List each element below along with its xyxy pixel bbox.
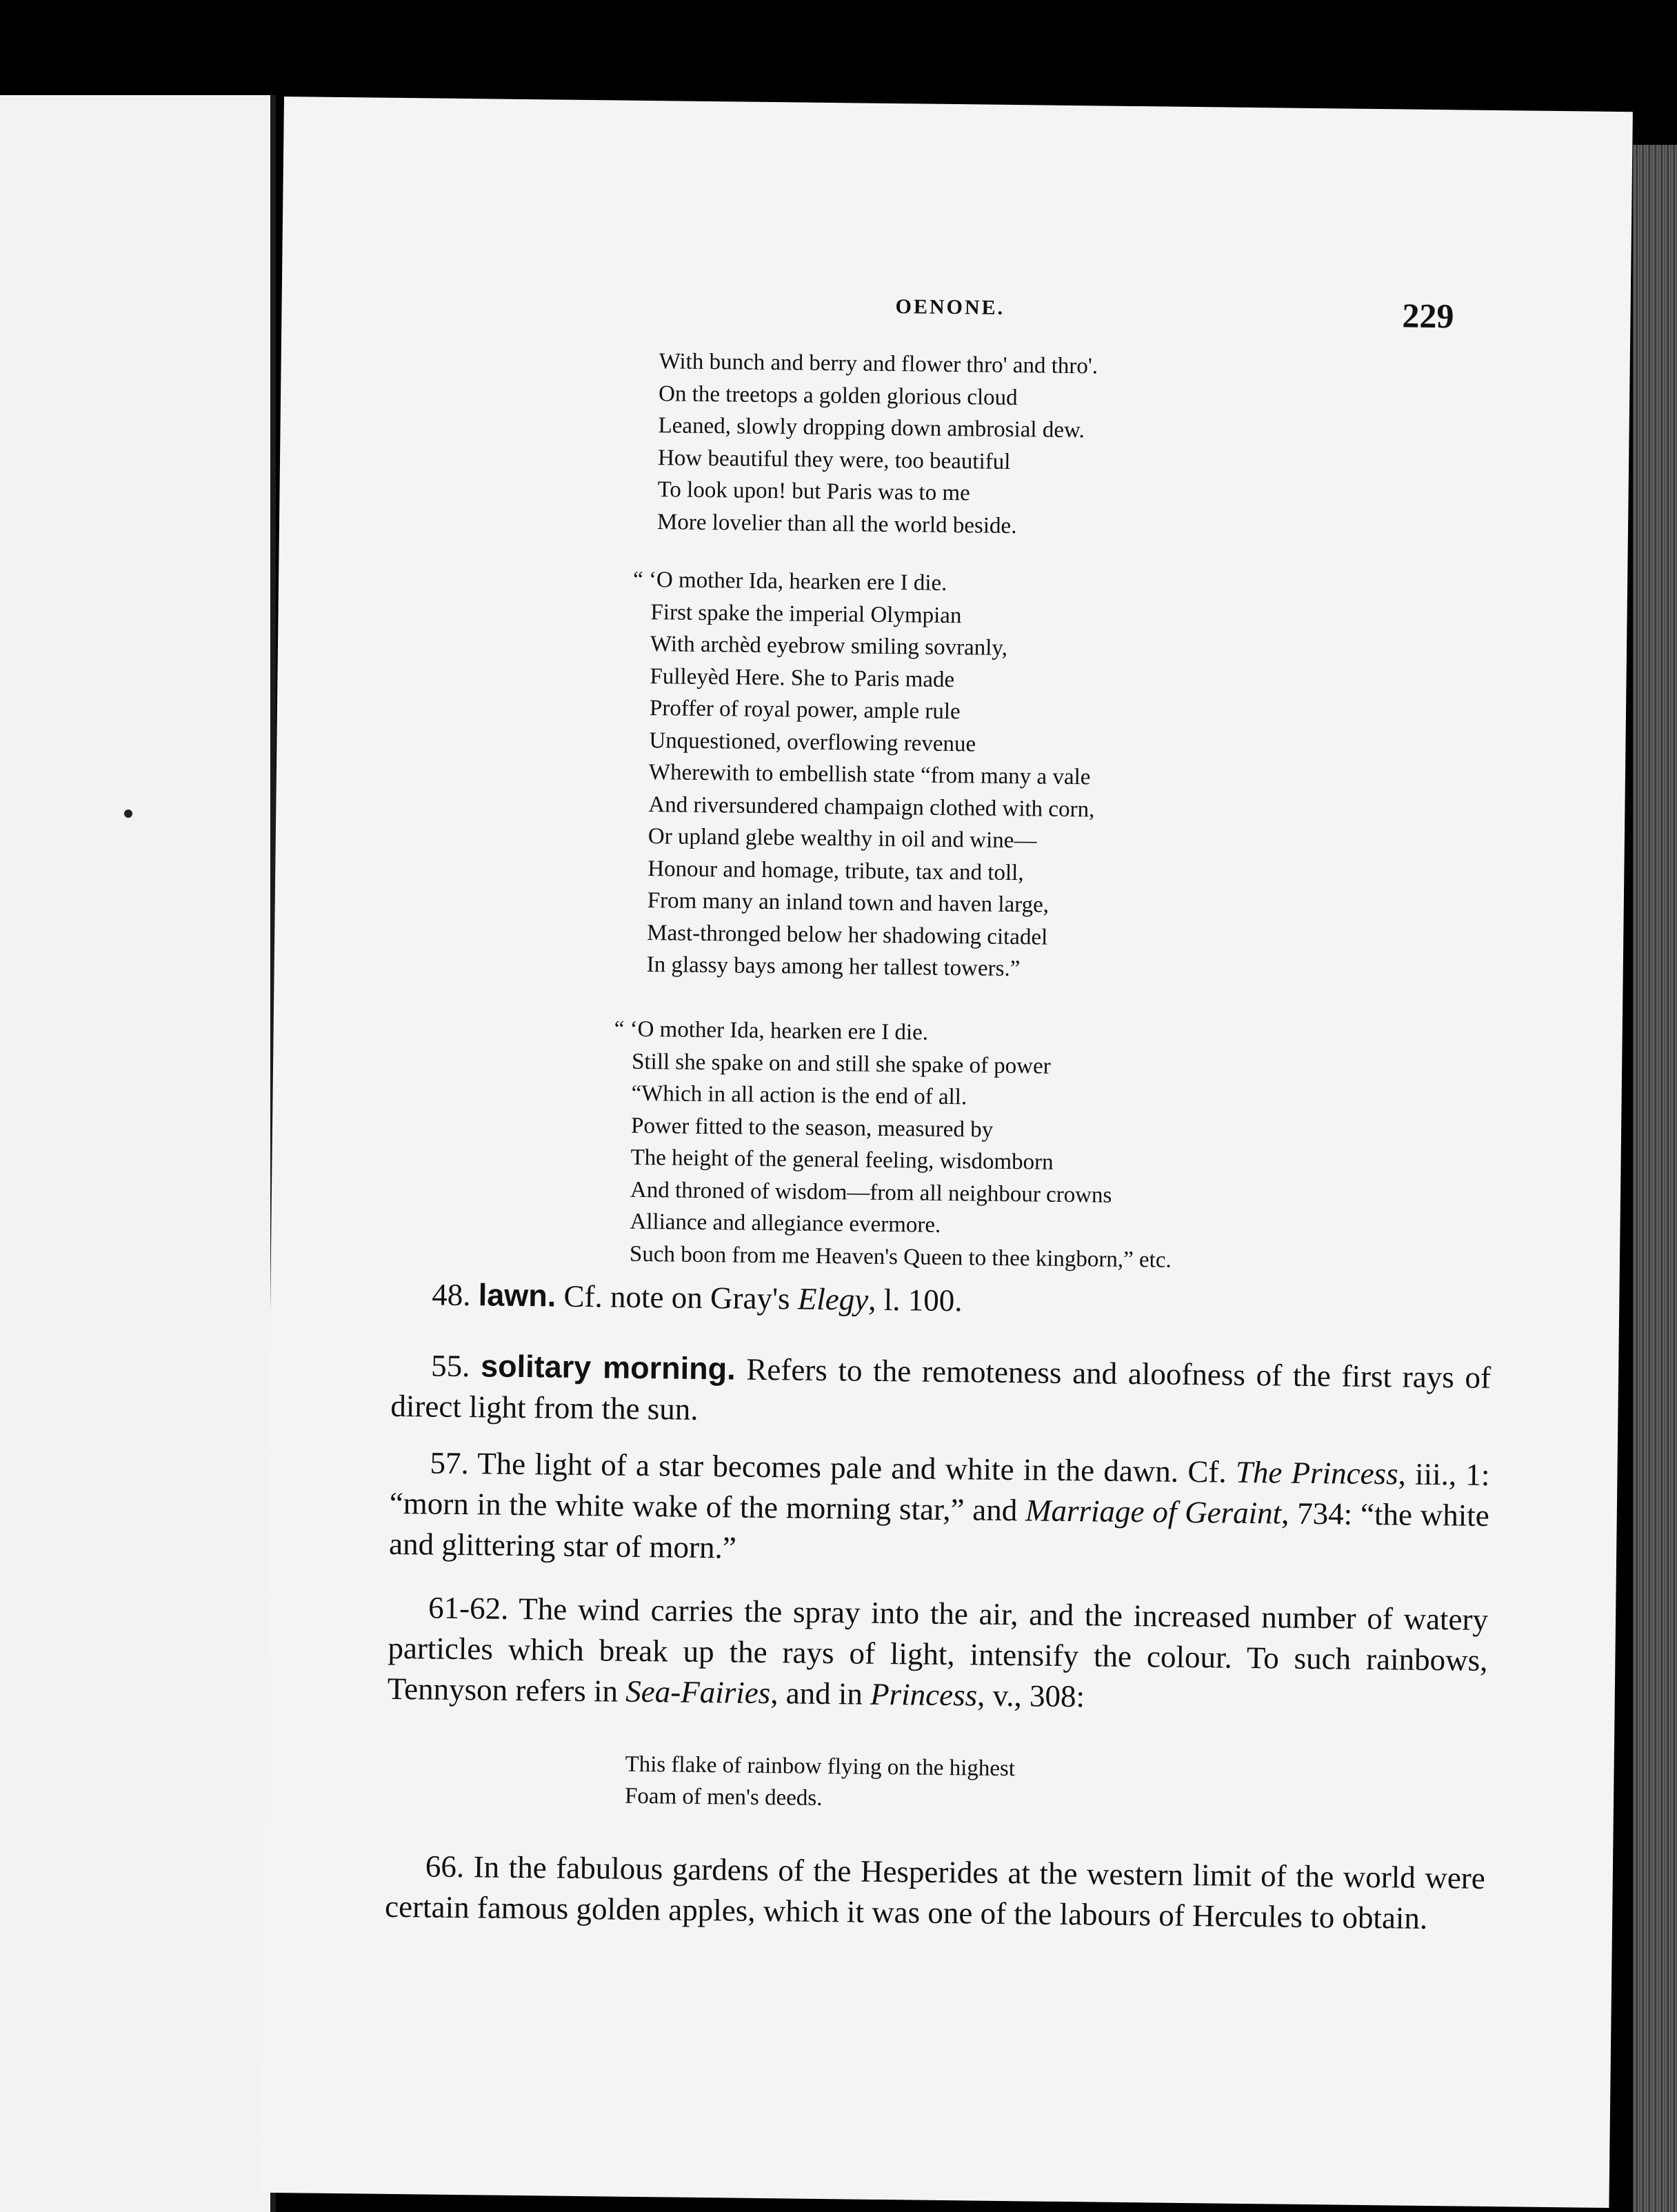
note-title-ref: Marriage of Geraint [1025,1493,1282,1531]
ink-dot [124,810,132,818]
verse-line: On the treetops a golden glorious cloud [658,381,1018,410]
note-55 [390,1345,1491,1439]
note-title-ref: Princess [870,1676,978,1713]
verse-line: How beautiful they were, too beautiful [657,445,1011,474]
note-number: 61-62. [428,1590,509,1626]
verse-line: And riversundered champaign clothed with corn, [648,792,1095,822]
verse-line: With archèd eyebrow smiling sovranly, [650,632,1008,661]
verse-line: Still she spake on and still she spake of power [631,1049,1051,1079]
verse-line: “ ‘O mother Ida, hearken ere I die. [632,567,947,596]
note-text: The wind carries the spray into the air, and the increased number of watery particles which break up the rays of light, intensify the colour. To such rainbows, Tennyson refers in [387,1591,1489,1709]
verse-line: “ ‘O mother Ida, hearken ere I die. [614,1016,929,1045]
right-page [261,97,1633,2208]
verse-stanza-2 [632,564,1097,986]
note-number: 48. [432,1277,471,1313]
note-text: , and in [770,1676,871,1711]
verse-line: Leaned, slowly dropping down ambrosial dew. [658,413,1085,443]
quote-line: This flake of rainbow flying on the highest [625,1751,1016,1782]
note-text: The light of a star becomes pale and white in the dawn. Cf. [468,1446,1236,1489]
note-61-62 [387,1587,1488,1722]
note-term: solitary morning. [480,1348,736,1387]
verse-line: First spake the imperial Olympian [650,599,962,628]
page-header [281,283,1631,339]
verse-line: Wherewith to embellish state “from many a vale [648,760,1091,790]
note-title-ref: The Princess [1235,1454,1398,1491]
verse-line: Or upland glebe wealthy in oil and wine— [647,824,1037,854]
verse-line: More lovelier than all the world beside. [656,509,1017,539]
verse-stanza-1 [657,345,1098,543]
note-title-ref: Sea-Fairies [625,1673,771,1711]
note-text: Refers to the remoteness and aloofness of the first rays of direct light from the sun. [390,1351,1492,1427]
note-text: , v., 308: [976,1678,1085,1714]
running-title: OENONE. [895,295,1005,319]
note-text: , l. 100. [868,1282,963,1318]
note-66 [385,1846,1485,1940]
verse-line: With bunch and berry and flower thro' and thro'. [659,349,1098,379]
note-48 [392,1274,1492,1327]
page-number: 229 [1402,296,1454,336]
note-text: , iii., 1: “morn in the white wake of the morning star,” and [389,1456,1490,1528]
verse-line: Proffer of royal power, ample rule [649,696,961,725]
verse-line: Unquestioned, overflowing revenue [649,727,976,756]
note-text: Cf. note on Gray's [556,1278,799,1316]
verse-line: In glassy bays among her tallest towers.” [646,952,1021,982]
note-number: 66. [425,1849,465,1884]
quote-line: Foam of men's deeds. [624,1783,823,1811]
verse-line: Power fitted to the season, measured by [630,1113,994,1143]
note-number: 55. [430,1348,470,1384]
verse-line: From many an inland town and haven large, [647,888,1050,918]
verse-line: The height of the general feeling, wisdomborn [630,1145,1054,1175]
verse-line: Such boon from me Heaven's Queen to thee kingborn,” etc. [629,1241,1172,1273]
verse-line: And throned of wisdom—from all neighbour crowns [630,1177,1112,1208]
verse-line: Alliance and allegiance evermore. [630,1209,941,1238]
note-57 [389,1442,1490,1577]
verse-line: Fulleyèd Here. She to Paris made [650,663,955,692]
verse-line: Mast-thronged below her shadowing citadel [647,920,1048,950]
left-page [0,95,276,2212]
block-quote [625,1749,1015,1816]
note-text: , 734: “the white and glittering star of morn.” [388,1496,1490,1565]
note-text: In the fabulous gardens of the Hesperides at the western limit of the world were certain famous golden apples, which it was one of the labours of Hercules to obtain. [384,1849,1486,1936]
note-number: 57. [430,1445,470,1481]
verse-line: Honour and homage, tribute, tax and toll, [647,856,1024,885]
page-edge [1633,145,1677,2212]
note-term: lawn. [478,1277,556,1314]
verse-line: To look upon! but Paris was to me [657,477,970,506]
verse-stanza-3 [614,1014,1174,1276]
verse-line: “Which in all action is the end of all. [631,1080,967,1110]
note-title-ref: Elegy [797,1281,869,1317]
